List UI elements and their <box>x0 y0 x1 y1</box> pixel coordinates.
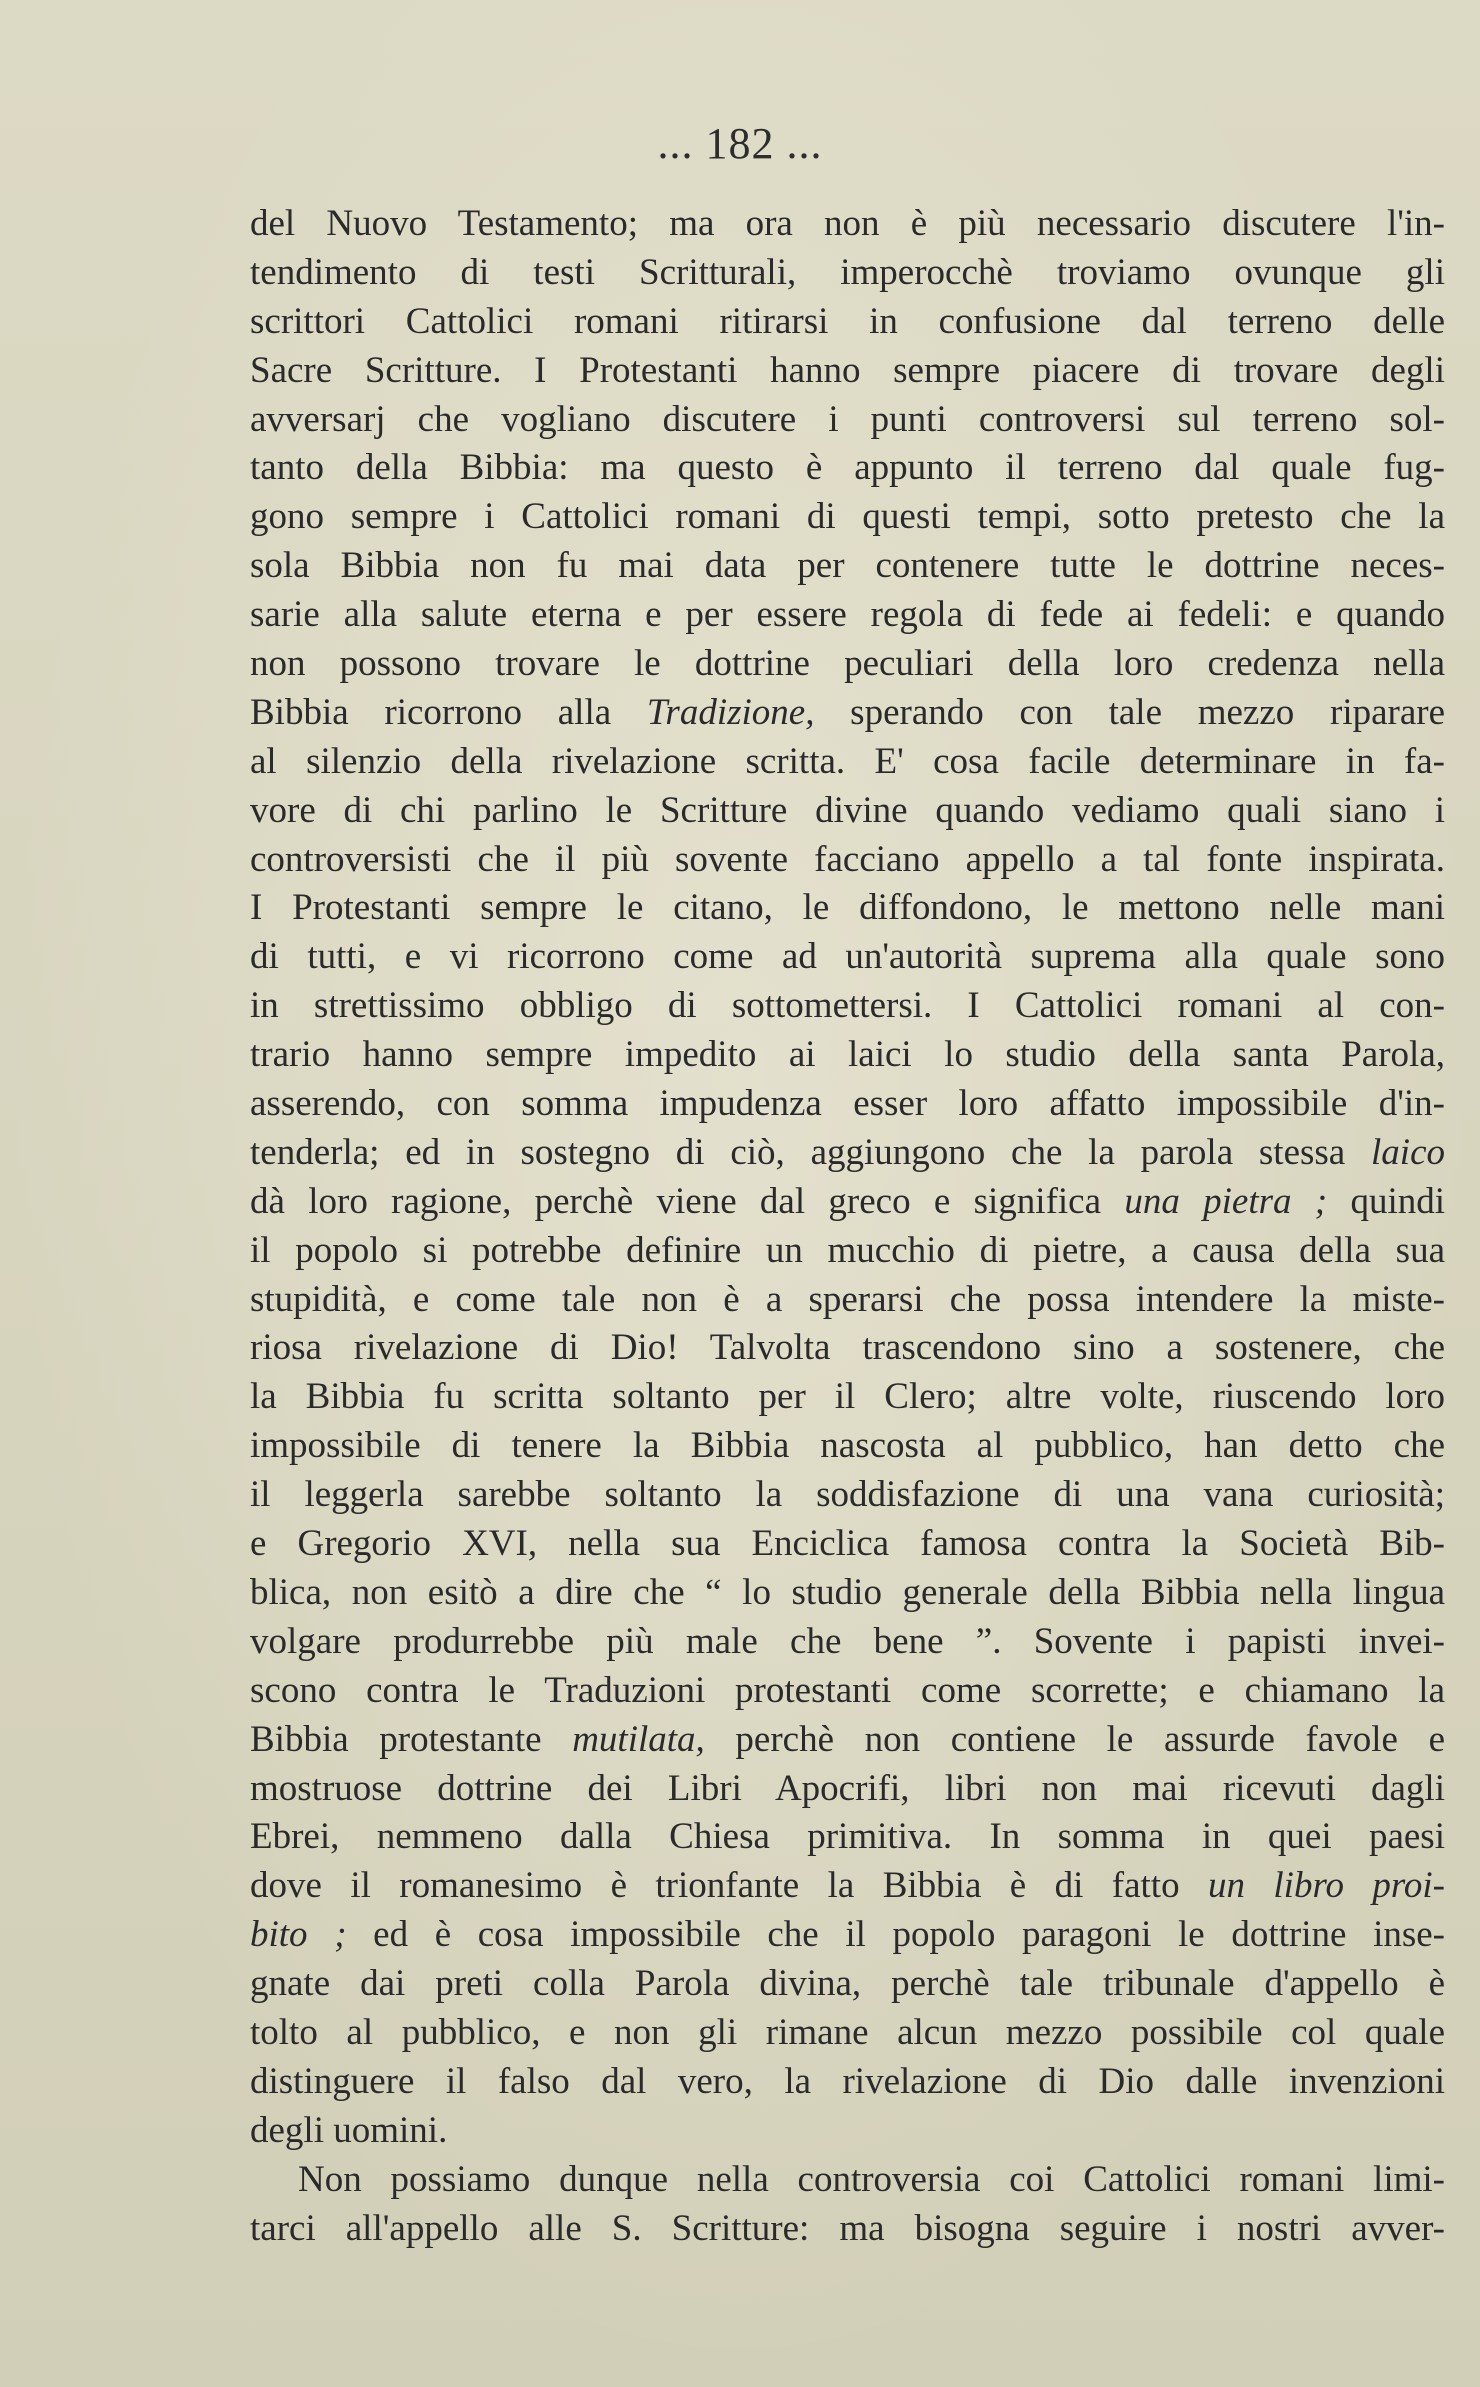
text-line: impossibile di tenere la Bibbia nascosta al pubblico, han detto che <box>250 1425 1445 1467</box>
text-line: al silenzio della rivelazione scritta. E' cosa facile determinare in fa- <box>250 740 1445 782</box>
text-line: tanto della Bibbia: ma questo è appunto il terreno dal quale fug- <box>250 447 1445 489</box>
text-line: controversisti che il più sovente facciano appello a tal fonte inspirata. <box>250 838 1445 880</box>
text-run: quindi <box>1327 1180 1445 1222</box>
text-line: stupidità, e come tale non è a sperarsi che possa intendere la miste- <box>250 1278 1445 1320</box>
text-run: Bibbia protestante <box>250 1718 573 1760</box>
body-text <box>250 200 1450 2253</box>
text-line: scrittori Cattolici romani ritirarsi in confusione dal terreno delle <box>250 300 1445 342</box>
text-line: e Gregorio XVI, nella sua Enciclica famosa contra la Società Bib- <box>250 1523 1445 1565</box>
text-line: gono sempre i Cattolici romani di questi tempi, sotto pretesto che la <box>250 496 1445 538</box>
text-line: tolto al pubblico, e non gli rimane alcun mezzo possibile col quale <box>250 2011 1445 2053</box>
italic-word: bito ; <box>250 1914 347 1956</box>
text-line: vore di chi parlino le Scritture divine quando vediamo quali siano i <box>250 789 1445 831</box>
text-line: la Bibbia fu scritta soltanto per il Clero; altre volte, riuscendo loro <box>250 1376 1445 1418</box>
text-line <box>250 1129 1445 1178</box>
text-line: in strettissimo obbligo di sottomettersi. I Cattolici romani al con- <box>250 985 1445 1027</box>
text-line: il leggerla sarebbe soltanto la soddisfazione di una vana curiosità; <box>250 1474 1445 1516</box>
text-run: Bibbia ricorrono alla <box>250 691 647 733</box>
text-line: non possono trovare le dottrine peculiari della loro credenza nella <box>250 643 1445 685</box>
italic-word: laico <box>1371 1131 1445 1173</box>
text-line: il popolo si potrebbe definire un mucchio di pietre, a causa della sua <box>250 1229 1445 1271</box>
text-line: sarie alla salute eterna e per essere regola di fede ai fedeli: e quando <box>250 594 1445 636</box>
text-line: scono contra le Traduzioni protestanti come scorrette; e chiamano la <box>250 1669 1445 1711</box>
text-line <box>250 689 1445 738</box>
text-line: riosa rivelazione di Dio! Talvolta trascendono sino a sostenere, che <box>250 1327 1445 1369</box>
page-number: ... 182 ... <box>657 119 823 168</box>
italic-word: Tradizione, <box>646 691 815 733</box>
italic-word: una pietra ; <box>1124 1180 1328 1222</box>
text-line: Non possiamo dunque nella controversia coi Cattolici romani limi- <box>298 2158 1445 2200</box>
text-line: degli uomini. <box>250 2109 448 2151</box>
text-line: volgare produrrebbe più male che bene ”. Sovente i papisti invei- <box>250 1620 1445 1662</box>
text-line: avversarj che vogliano discutere i punti controversi sul terreno sol- <box>250 398 1445 440</box>
text-line: blica, non esitò a dire che “ lo studio generale della Bibbia nella lingua <box>250 1571 1445 1613</box>
italic-word: un libro proi- <box>1207 1865 1445 1907</box>
text-line: tendimento di testi Scritturali, imperocchè troviamo ovunque gli <box>250 251 1445 293</box>
text-line: gnate dai preti colla Parola divina, perchè tale tribunale d'appello è <box>250 1963 1445 2005</box>
text-line: asserendo, con somma impudenza esser loro affatto impossibile d'in- <box>250 1083 1445 1125</box>
text-run: ed è cosa impossibile che il popolo paragoni le dottrine inse- <box>346 1914 1445 1956</box>
text-line: Ebrei, nemmeno dalla Chiesa primitiva. In somma in quei paesi <box>250 1816 1445 1858</box>
text-line <box>250 1178 1445 1227</box>
text-line: di tutti, e vi ricorrono come ad un'autorità suprema alla quale sono <box>250 936 1445 978</box>
text-run: perchè non contiene le assurde favole e <box>704 1718 1445 1760</box>
text-run: dà loro ragione, perchè viene dal greco e significa <box>250 1180 1125 1222</box>
text-run: tenderla; ed in sostegno di ciò, aggiungono che la parola stessa <box>250 1131 1372 1173</box>
text-line: sola Bibbia non fu mai data per contenere tutte le dottrine neces- <box>250 545 1445 587</box>
text-line: mostruose dottrine dei Libri Apocrifi, libri non mai ricevuti dagli <box>250 1767 1445 1809</box>
text-line: Sacre Scritture. I Protestanti hanno sempre piacere di trovare degli <box>250 349 1445 391</box>
text-line <box>250 1716 1445 1765</box>
text-line: I Protestanti sempre le citano, le diffondono, le mettono nelle mani <box>250 887 1445 929</box>
text-line: distinguere il falso dal vero, la rivelazione di Dio dalle invenzioni <box>250 2060 1445 2102</box>
text-run: sperando con tale mezzo riparare <box>814 691 1446 733</box>
text-line <box>250 1911 1445 1960</box>
text-line: tarci all'appello alle S. Scritture: ma bisogna seguire i nostri avver- <box>250 2207 1445 2249</box>
text-line: del Nuovo Testamento; ma ora non è più necessario discutere l'in- <box>250 203 1445 244</box>
text-line <box>250 1862 1445 1911</box>
text-run: dove il romanesimo è trionfante la Bibbia è di fatto <box>250 1865 1208 1907</box>
italic-word: mutilata, <box>572 1718 705 1760</box>
text-line: trario hanno sempre impedito ai laici lo studio della santa Parola, <box>250 1034 1445 1076</box>
